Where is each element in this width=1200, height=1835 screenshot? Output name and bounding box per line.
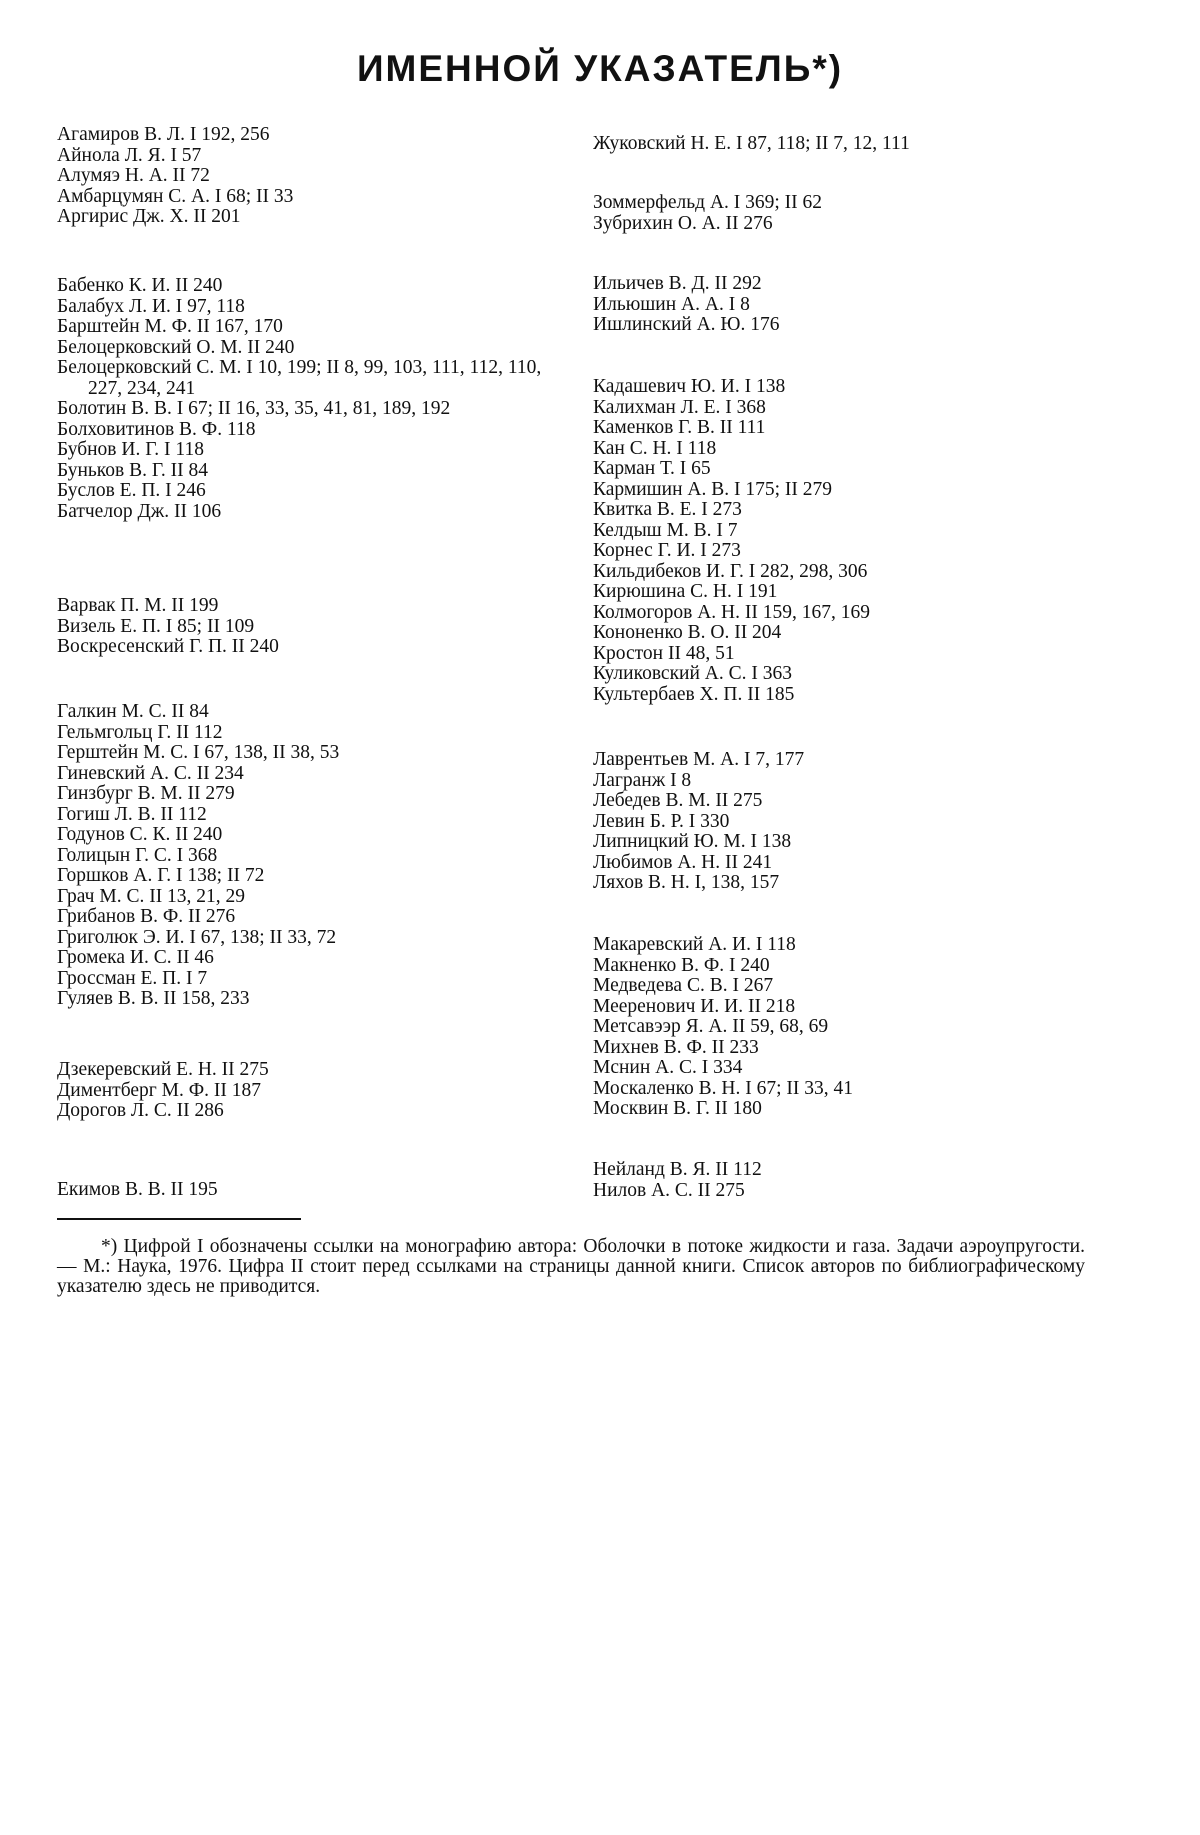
index-group (593, 377, 1123, 705)
index-group (57, 125, 569, 228)
index-entry: Годунов С. К. II 240 (57, 824, 223, 845)
index-entry: Голицын Г. С. I 368 (57, 844, 218, 866)
index-entry: Балабух Л. И. I 97, 118 (57, 295, 245, 317)
index-entry: Метсавээр Я. А. II 59, 68, 69 (593, 1016, 829, 1037)
index-group (593, 193, 1123, 234)
index-entry: Гогиш Л. В. II 112 (57, 803, 207, 825)
index-entry: Липницкий Ю. М. I 138 (593, 831, 792, 852)
index-entry: Макаревский А. И. I 118 (593, 934, 796, 955)
index-group (57, 1180, 569, 1201)
index-entry: Кростон II 48, 51 (593, 642, 735, 664)
index-entry: Болотин В. В. I 67; II 16, 33, 35, 41, 81, 189, 192 (57, 398, 451, 419)
index-entry: Дорогов Л. С. II 286 (57, 1100, 224, 1121)
index-entry: Ильюшин А. А. I 8 (593, 293, 750, 315)
index-entry: Грибанов В. Ф. II 276 (57, 906, 236, 927)
index-entry: Ильичев В. Д. II 292 (593, 273, 762, 294)
index-entry: Кадашевич Ю. И. I 138 (593, 376, 786, 397)
index-group (57, 1060, 569, 1122)
index-entry: Батчелор Дж. II 106 (57, 500, 222, 522)
index-entry: Лагранж I 8 (593, 769, 692, 791)
index-entry: Нилов А. С. II 275 (593, 1179, 745, 1201)
index-entry: Алумяэ Н. А. II 72 (57, 165, 210, 186)
index-entry: Галкин М. С. II 84 (57, 701, 209, 722)
index-entry: Аргирис Дж. Х. II 201 (57, 206, 241, 227)
index-entry: Бубнов И. Г. I 118 (57, 439, 204, 460)
index-entry: Дзекеревский Е. Н. II 275 (57, 1059, 269, 1080)
index-group (57, 596, 569, 658)
index-group (593, 935, 1123, 1120)
index-entry: Гуляев В. В. II 158, 233 (57, 988, 250, 1009)
footnote-divider (57, 1218, 301, 1220)
index-entry: Калихман Л. Е. I 368 (593, 396, 766, 418)
index-entry: Белоцерковский С. М. I 10, 199; II 8, 99, 103, 111, 112, 110, 227, 234, 241 (57, 357, 542, 399)
index-entry: Кильдибеков И. Г. I 282, 298, 306 (593, 560, 868, 582)
index-entry: Кармишин А. В. I 175; II 279 (593, 478, 833, 500)
index-entry: Карман Т. I 65 (593, 458, 711, 479)
index-entry: Москаленко В. Н. I 67; II 33, 41 (593, 1077, 854, 1099)
index-entry: Барштейн М. Ф. II 167, 170 (57, 316, 283, 337)
index-entry: Горшков А. Г. I 138; II 72 (57, 865, 265, 886)
index-entry: Зоммерфельд А. I 369; II 62 (593, 192, 823, 213)
index-entry: Москвин В. Г. II 180 (593, 1098, 762, 1119)
index-group (57, 276, 569, 522)
index-entry: Болховитинов В. Ф. 118 (57, 418, 256, 440)
index-entry: Буньков В. Г. II 84 (57, 459, 209, 481)
index-entry: Куликовский А. С. I 363 (593, 663, 793, 684)
index-entry: Ляхов В. Н. I, 138, 157 (593, 872, 780, 893)
index-entry: Корнес Г. И. I 273 (593, 540, 741, 561)
index-entry: Варвак П. М. II 199 (57, 595, 219, 616)
index-group (593, 134, 1123, 155)
index-entry: Зубрихин О. А. II 276 (593, 212, 773, 234)
index-entry: Буслов Е. П. I 246 (57, 480, 206, 501)
index-entry: Белоцерковский О. М. II 240 (57, 336, 295, 358)
index-entry: Левин Б. Р. I 330 (593, 810, 730, 832)
index-group (57, 702, 569, 1010)
index-entry: Грач М. С. II 13, 21, 29 (57, 885, 246, 907)
index-entry: Бабенко К. И. II 240 (57, 275, 223, 296)
index-entry: Агамиров В. Л. I 192, 256 (57, 124, 270, 145)
index-entry: Гиневский А. С. II 234 (57, 762, 244, 784)
index-entry: Екимов В. В. II 195 (57, 1179, 218, 1200)
index-entry: Григолюк Э. И. I 67, 138; II 33, 72 (57, 926, 337, 948)
index-entry: Кононенко В. О. II 204 (593, 622, 782, 643)
index-entry: Культербаев Х. П. II 185 (593, 683, 795, 705)
index-group (593, 274, 1123, 336)
index-entry: Гроссман Е. П. I 7 (57, 967, 208, 989)
index-entry: Кан С. Н. I 118 (593, 437, 717, 459)
index-entry: Диментберг М. Ф. II 187 (57, 1079, 261, 1101)
index-entry: Гельмгольц Г. II 112 (57, 721, 223, 743)
index-entry: Воскресенский Г. П. II 240 (57, 636, 279, 657)
index-entry: Лебедев В. М. II 275 (593, 790, 763, 811)
page-title: ИМЕННОЙ УКАЗАТЕЛЬ*) (356, 48, 844, 89)
index-entry: Макненко В. Ф. I 240 (593, 954, 770, 976)
index-entry: Жуковский Н. Е. I 87, 118; II 7, 12, 111 (593, 133, 910, 154)
index-entry: Мееренович И. И. II 218 (593, 995, 796, 1017)
index-entry: Квитка В. Е. I 273 (593, 499, 742, 520)
index-entry: Амбарцумян С. А. I 68; II 33 (57, 185, 294, 207)
index-entry: Ишлинский А. Ю. 176 (593, 314, 780, 335)
index-group (593, 1160, 1123, 1201)
index-group (593, 750, 1123, 894)
index-entry: Айнола Л. Я. I 57 (57, 144, 202, 166)
index-entry: Мснин А. С. I 334 (593, 1057, 743, 1078)
index-entry: Любимов А. Н. II 241 (593, 851, 773, 873)
index-entry: Колмогоров А. Н. II 159, 167, 169 (593, 601, 870, 623)
index-entry: Каменков Г. В. II 111 (593, 417, 766, 438)
index-entry: Громека И. С. II 46 (57, 947, 214, 968)
index-entry: Медведева С. В. I 267 (593, 975, 774, 996)
index-entry: Келдыш М. В. I 7 (593, 519, 738, 541)
index-entry: Гинзбург В. М. II 279 (57, 783, 235, 804)
index-entry: Визель Е. П. I 85; II 109 (57, 615, 255, 637)
index-entry: Кирюшина С. Н. I 191 (593, 581, 778, 602)
index-entry: Герштейн М. С. I 67, 138, II 38, 53 (57, 742, 340, 763)
index-entry: Михнев В. Ф. II 233 (593, 1036, 759, 1058)
index-entry: Нейланд В. Я. II 112 (593, 1159, 762, 1180)
index-entry: Лаврентьев М. А. I 7, 177 (593, 749, 805, 770)
footnote: *) Цифрой I обозначены ссылки на монографию автора: Оболочки в потоке жидкости и газа. Задачи аэроупругости. — М.: Наука, 1976. Цифра II стоит перед ссылками на страницы данной книги. Список авторов по библиографическому указателю здесь не приводится. (57, 1236, 1085, 1297)
